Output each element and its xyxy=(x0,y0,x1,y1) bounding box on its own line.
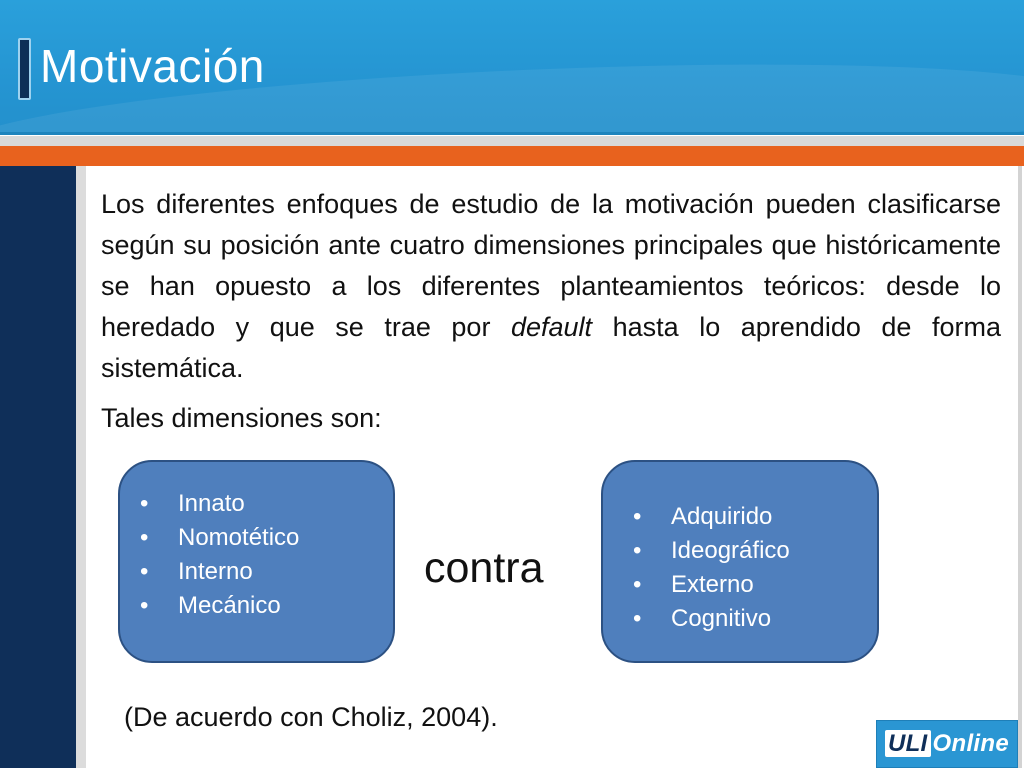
list-item-label: Adquirido xyxy=(671,503,773,530)
versus-label: contra xyxy=(424,544,544,592)
bullet-icon: • xyxy=(633,571,642,598)
bullet-icon: • xyxy=(633,605,642,632)
bullet-icon: • xyxy=(140,558,149,585)
list-item xyxy=(140,555,299,589)
slide-title: Motivación xyxy=(40,40,265,92)
logo-text: Online xyxy=(932,730,1010,757)
dimensions-intro: Tales dimensiones son: xyxy=(101,403,382,433)
list-item-label: Innato xyxy=(178,490,245,517)
bullet-icon: • xyxy=(140,524,149,551)
list-item xyxy=(633,568,790,602)
citation: (De acuerdo con Choliz, 2004). xyxy=(124,702,498,732)
list-item-label: Ideográfico xyxy=(671,537,790,564)
paragraph-italic-term: default xyxy=(510,312,593,342)
acquired-dimensions-list xyxy=(633,500,790,636)
logo-mark: ULI xyxy=(885,730,931,757)
logo-wordmark xyxy=(885,730,1009,758)
list-item xyxy=(140,521,299,555)
bullet-icon: • xyxy=(140,592,149,619)
uli-online-logo xyxy=(876,720,1018,768)
acquired-dimensions-box xyxy=(601,460,879,663)
list-item xyxy=(140,589,299,623)
bullet-icon: • xyxy=(140,490,149,517)
list-item xyxy=(633,534,790,568)
intro-paragraph xyxy=(101,184,1001,389)
list-item-label: Interno xyxy=(178,558,253,585)
bullet-icon: • xyxy=(633,503,642,530)
list-item xyxy=(140,487,299,521)
list-item xyxy=(633,602,790,636)
list-item-label: Externo xyxy=(671,571,754,598)
list-item-label: Mecánico xyxy=(178,592,281,619)
innate-dimensions-box xyxy=(118,460,395,663)
bullet-icon: • xyxy=(633,537,642,564)
list-item-label: Cognitivo xyxy=(671,605,772,632)
paragraph-text-1: Los diferentes enfoques de estudio de la motivación pueden clasificarse según su posición ante cuatro dimensiones principales que históricamente se han opuesto a los diferentes planteamientos teóricos: desde lo heredado y que se trae por xyxy=(101,189,1001,342)
list-item-label: Nomotético xyxy=(178,524,300,551)
innate-dimensions-list xyxy=(140,487,299,623)
list-item xyxy=(633,500,790,534)
paragraph-text-2: hasta lo aprendido de forma sistemática. xyxy=(101,312,1001,383)
